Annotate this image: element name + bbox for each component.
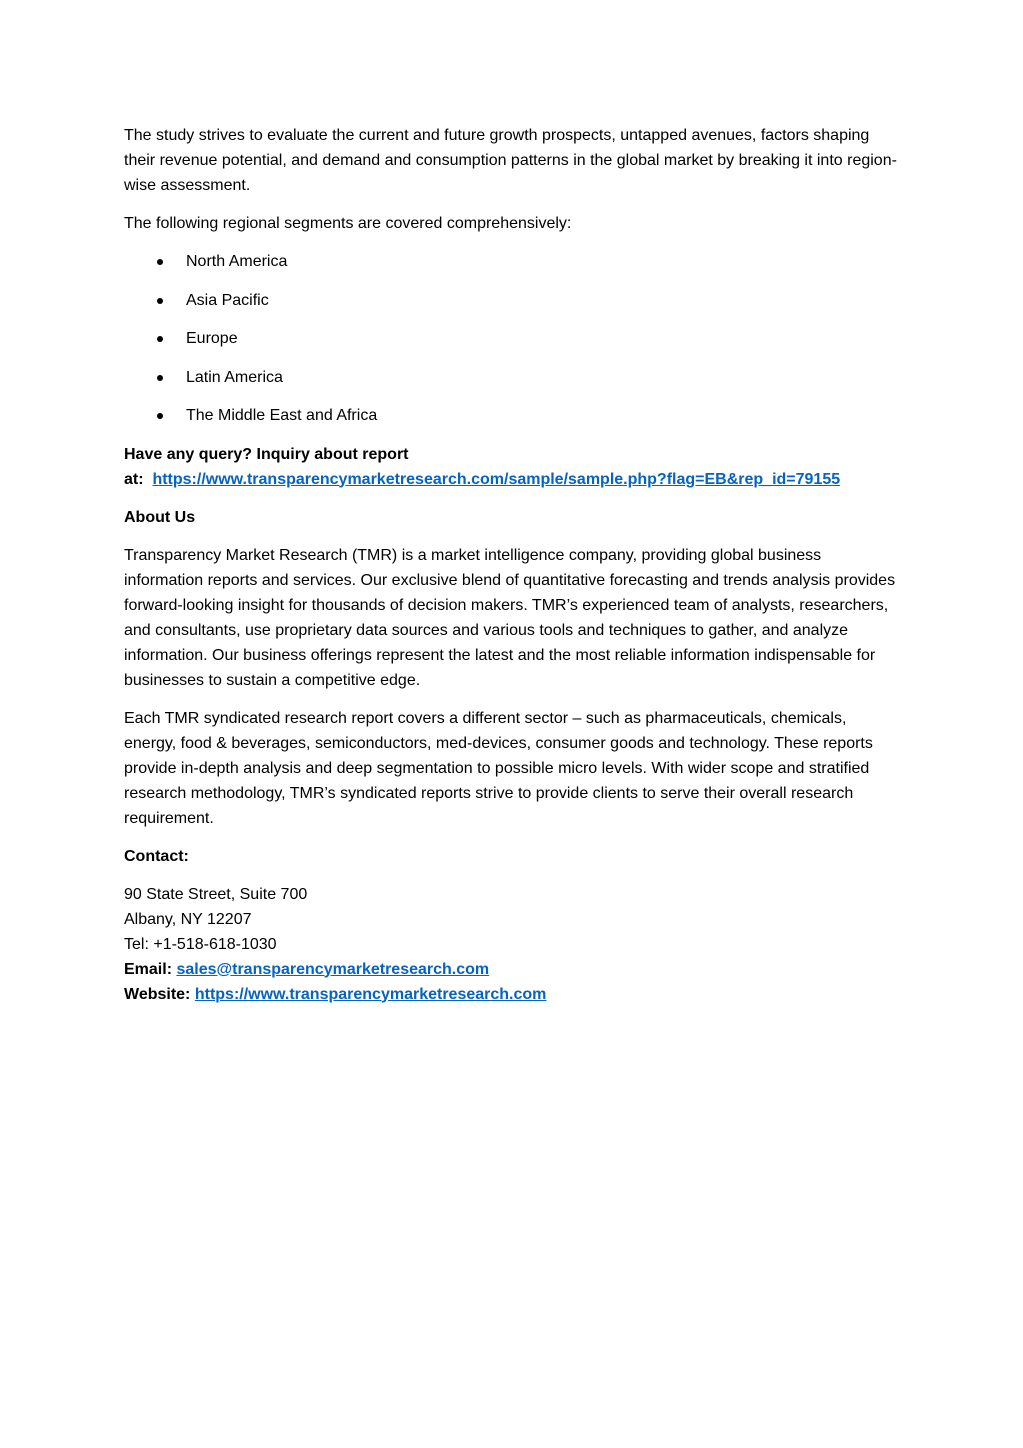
list-item [124,288,900,313]
bullet-icon [157,336,163,342]
list-item [124,365,900,390]
bullet-icon [157,259,163,265]
region-label: Europe [186,330,238,347]
region-label: Latin America [186,368,283,386]
about-paragraph-1: Transparency Market Research (TMR) is a market intelligence company, providing global business information reports and services. Our exclusive blend of quantitative forecasting and trends analysis provides forward-looking insight for thousands of decision makers. TMR’s experienced team of analysts, researchers, and consultants, use proprietary data sources and various tools and techniques to gather, and analyze information. Our business offerings represent the latest and the most reliable information indispensable for businesses to sustain a competitive edge. [124,546,896,689]
inquiry-link[interactable]: https://www.transparencymarketresearch.com/sample/sample.php?flag=EB&rep_id=79155 [152,470,841,488]
region-label: North America [186,253,288,270]
address-line-2: Albany, NY 12207 [124,910,252,928]
website-label: Website: [124,985,191,1003]
region-list [124,249,900,428]
list-item [124,326,900,351]
inquiry-block [124,442,900,492]
about-paragraph-2: Each TMR syndicated research report covers a different sector – such as pharmaceuticals, chemicals, energy, food & beverages, semiconductors, med-devices, consumer goods and technology. These reports provide in-depth analysis and deep segmentation to possible micro levels. With wider scope and stratified research methodology, TMR’s syndicated reports strive to provide clients to serve their overall research requirement. [124,709,873,827]
address-line-1: 90 State Street, Suite 700 [124,885,308,903]
inquiry-prefix: at: [124,470,144,488]
list-item [124,403,900,428]
about-heading: About Us [124,508,196,526]
email-link[interactable]: sales@transparencymarketresearch.com [176,960,490,978]
bullet-icon [157,413,163,419]
bullet-icon [157,298,163,304]
email-label: Email: [124,960,173,978]
contact-block [124,882,900,1007]
list-item [124,249,900,274]
inquiry-heading: Have any query? Inquiry about report [124,445,409,463]
region-label: The Middle East and Africa [186,407,378,424]
document-page [124,123,900,1007]
bullet-icon [157,375,163,381]
intro-paragraph: The study strives to evaluate the current and future growth prospects, untapped avenues, factors shaping their revenue potential, and demand and consumption patterns in the global market by breaking it into region-wise assessment. [124,127,897,194]
website-link[interactable]: https://www.transparencymarketresearch.com [194,985,547,1003]
telephone: Tel: +1-518-618-1030 [124,935,277,953]
segments-heading: The following regional segments are covered comprehensively: [124,215,572,232]
region-label: Asia Pacific [186,291,269,309]
contact-heading: Contact: [124,847,189,865]
